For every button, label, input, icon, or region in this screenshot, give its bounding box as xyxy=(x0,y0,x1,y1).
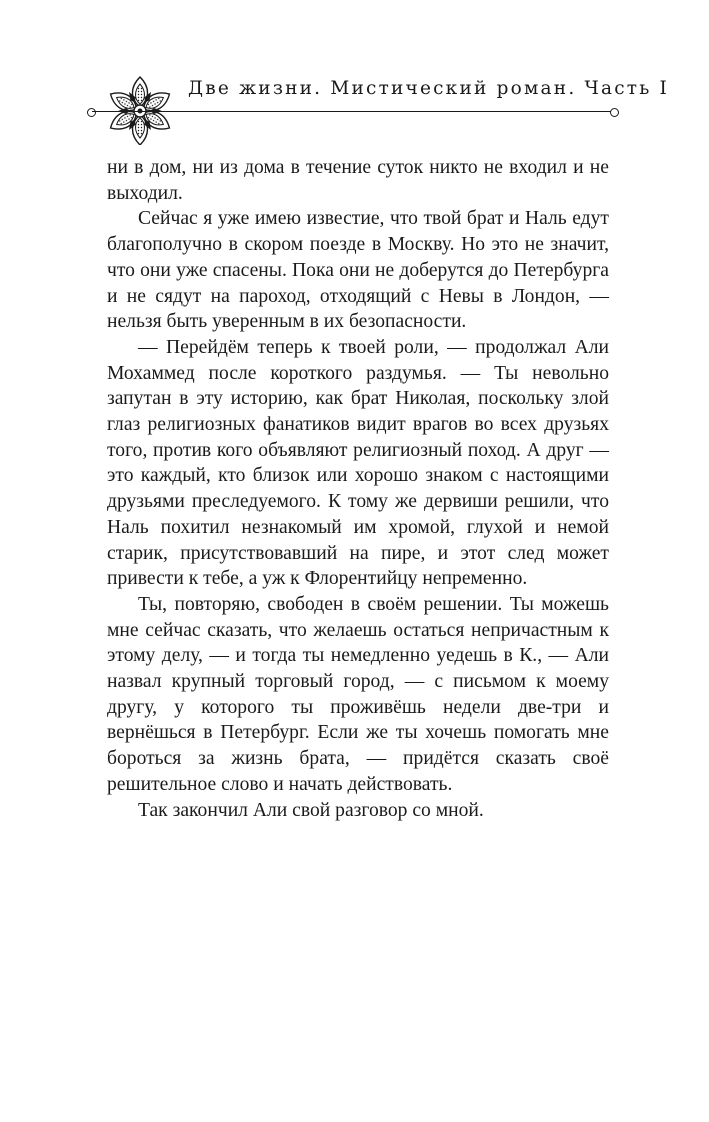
header-rule xyxy=(92,111,612,112)
paragraph: ни в дом, ни из дома в течение суток никто не входил и не выходил. xyxy=(107,157,609,204)
paragraph: Так закончил Али свой разговор со мной. xyxy=(138,799,484,821)
paragraph: Сейчас я уже имею известие, что твой брат и Наль едут благополучно в скором поезде в Москву. Но это не значит, что они уже спасены. Пока они не доберутся до Петербурга и не сядут на пароход, отходящий с Невы в Лондон, — нельзя быть уверенным в их безопасности. xyxy=(107,208,609,333)
paragraph: Ты, повторяю, свободен в своём решении. Ты можешь мне сейчас сказать, что желаешь остаться непричастным к этому делу, — и тогда ты немедленно уедешь в К., — Али назвал крупный торговый город, — с письмом к моему другу, у которого ты проживёшь недели две-три и вернёшься в Петербург. Если же ты хочешь помогать мне бороться за жизнь брата, — придётся сказать своё решительное слово и начать действовать. xyxy=(107,593,609,795)
page-header xyxy=(0,0,709,150)
header-rule-end-left xyxy=(87,108,96,117)
page-body-text xyxy=(107,155,609,823)
mandala-ornament-icon xyxy=(100,65,180,145)
header-rule-end-right xyxy=(610,108,619,117)
running-title: Две жизни. Мистический роман. Часть I xyxy=(188,78,670,99)
paragraph: — Перейдём теперь к твоей роли, — продолжал Али Мохаммед после короткого раздумья. — Ты невольно запутан в эту историю, как брат Николая, поскольку злой глаз религиозных фанатиков видит врагов во всех друзьях того, против кого объявляют религиозный поход. А друг — это каждый, кто близок или хорошо знаком с настоящими друзьями преследуемого. К тому же дервиши решили, что Наль похитил незнакомый им хромой, глухой и немой старик, присутствовавший на пире, и этот след может привести к тебе, а уж к Флорентийцу непременно. xyxy=(107,336,609,590)
